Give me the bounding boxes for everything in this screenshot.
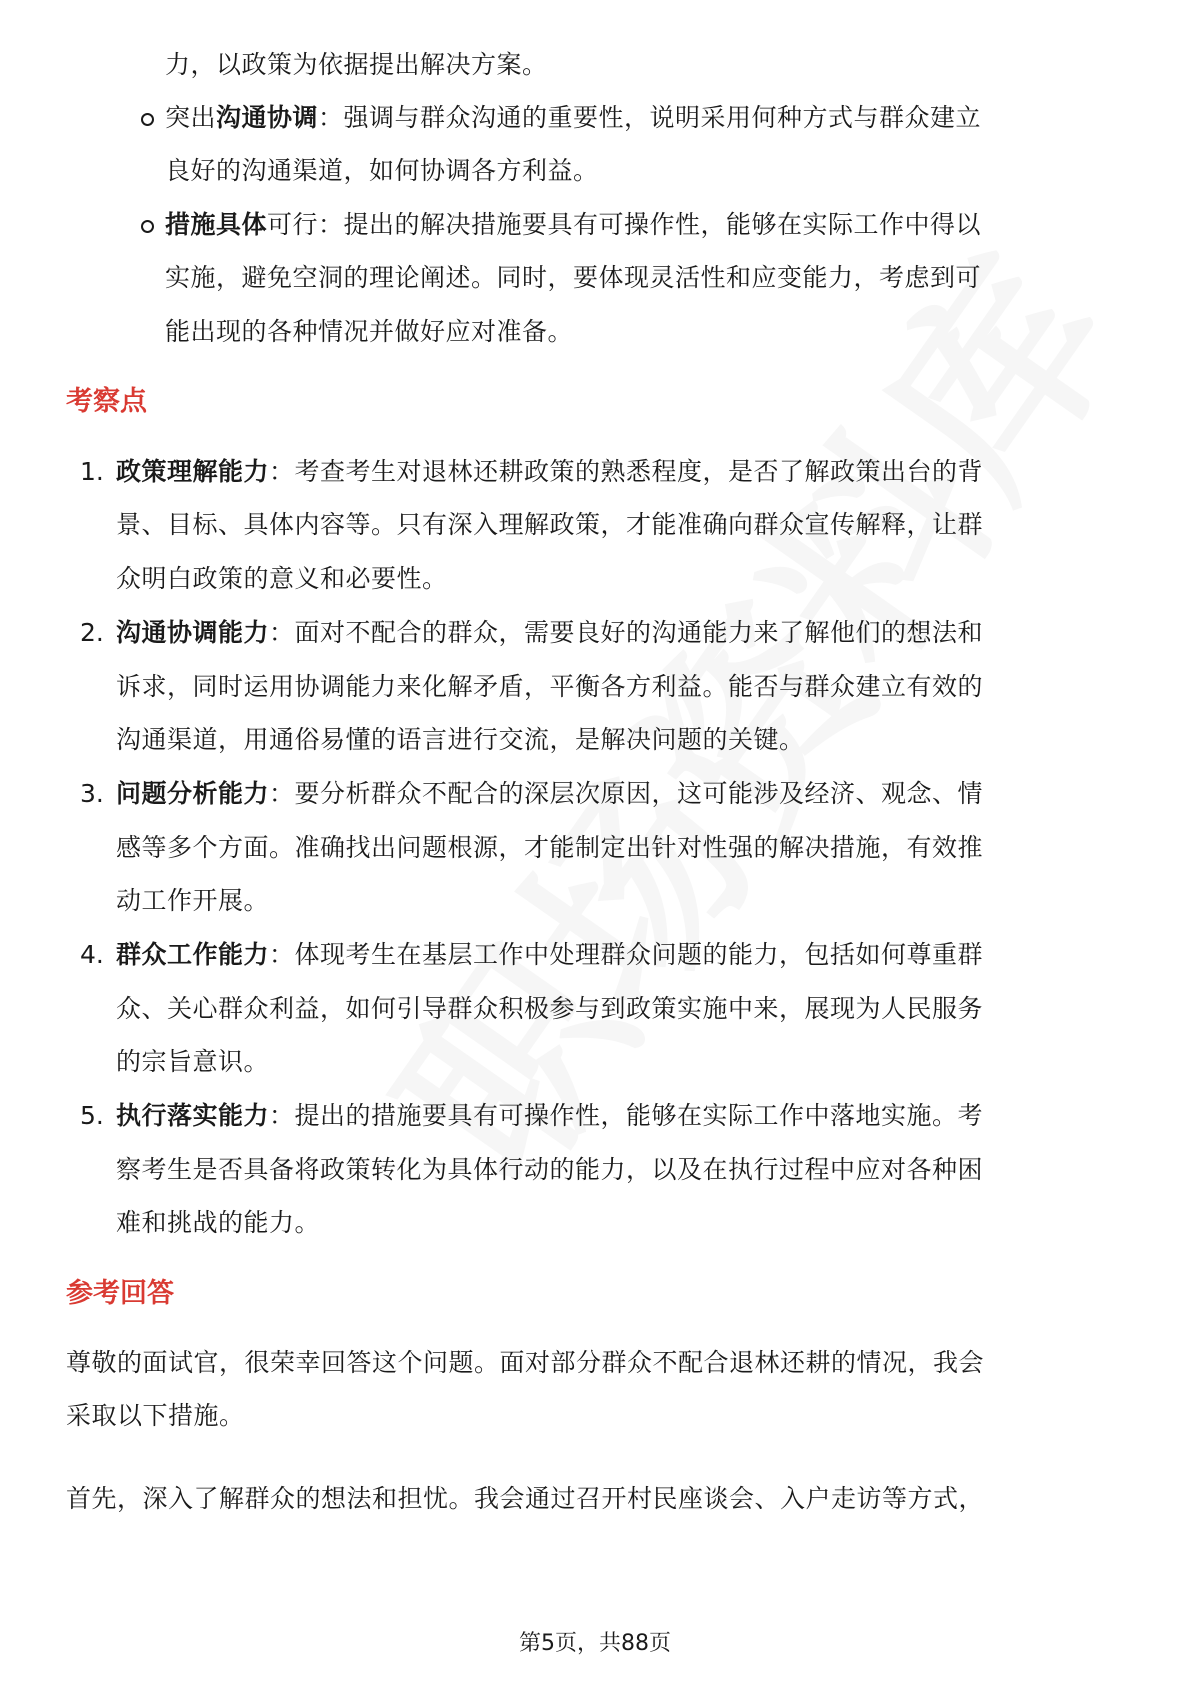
list-text: ：提出的措施要具有可操作性，能够在实际工作中落地实施。考: [269, 1101, 984, 1130]
list-item-line3: 动工作开展。: [116, 886, 270, 915]
intro-line: 力，以政策为依据提出解决方案。: [165, 50, 548, 79]
answer-paragraph-line: 首先，深入了解群众的想法和担忧。我会通过召开村民座谈会、入户走访等方式，: [66, 1484, 985, 1513]
section-heading-reference-answer: 参考回答: [66, 1278, 174, 1309]
list-number: 3.: [80, 779, 104, 808]
list-item-line2: 景、目标、具体内容等。只有深入理解政策，才能准确向群众宣传解释，让群: [116, 510, 984, 539]
list-item-line3: 沟通渠道，用通俗易懂的语言进行交流，是解决问题的关键。: [116, 725, 805, 754]
bullet-item-communication-line2: 良好的沟通渠道，如何协调各方利益。: [165, 156, 599, 185]
list-text: ：体现考生在基层工作中处理群众问题的能力，包括如何尊重群: [269, 940, 984, 969]
list-item: [116, 938, 983, 972]
bullet-text: 可行：提出的解决措施要具有可操作性，能够在实际工作中得以: [267, 210, 982, 239]
bullet-prefix: 突出: [165, 103, 217, 132]
bullet-item-measures-line3: 能出现的各种情况并做好应对准备。: [165, 317, 574, 346]
page-number-footer: 第5页，共88页: [519, 1631, 671, 1656]
answer-paragraph-line: 尊敬的面试官，很荣幸回答这个问题。面对部分群众不配合退林还耕的情况，我会: [66, 1348, 985, 1377]
bullet-item-communication: [165, 101, 981, 135]
list-item-line2: 诉求，同时运用协调能力来化解矛盾，平衡各方利益。能否与群众建立有效的: [116, 672, 984, 701]
watermark: [320, 194, 1170, 1227]
bullet-item-measures: [165, 208, 981, 242]
section-heading-assessment: 考察点: [66, 386, 147, 417]
list-item: [116, 777, 983, 811]
list-item: [116, 1099, 983, 1133]
list-keyword: 执行落: [116, 1101, 193, 1130]
list-keyword: 问题分析能力: [116, 779, 270, 808]
list-keyword: 群众: [116, 940, 168, 969]
answer-paragraph-line: 采取以下措施。: [66, 1401, 245, 1430]
list-text: ：要分析群众不配合的深层次原因，这可能涉及经济、观念、情: [269, 779, 984, 808]
list-text: ：考查考生对退林还耕政策的熟悉程度，是否了解政策出台的背: [269, 457, 984, 486]
list-item-line3: 众明白政策的意义和必要性。: [116, 564, 448, 593]
list-item-line2: 察考生是否具备将政策转化为具体行动的能力，以及在执行过程中应对各种困: [116, 1155, 984, 1184]
bullet-text: ：强调与群众沟通的重要性，说明采用何种方式与群众建立: [318, 103, 982, 132]
bullet-item-measures-line2: 实施，避免空洞的理论阐述。同时，要体现灵活性和应变能力，考虑到可: [165, 263, 982, 292]
list-item-line3: 难和挑战的能力。: [116, 1208, 321, 1237]
list-number: 2.: [80, 618, 104, 647]
list-keyword: 沟通协调能力: [116, 618, 270, 647]
bullet-keyword: 措施具体: [165, 210, 268, 239]
list-item-line2: 众、关心群众利益，如何引导群众积极参与到政策实施中来，展现为人民服务: [116, 994, 984, 1023]
bullet-keyword: 沟通协调: [216, 103, 319, 132]
list-keyword-tail: 工作能力: [167, 940, 270, 969]
list-keyword: 政策理解能力: [116, 457, 270, 486]
list-keyword-tail: 实能力: [192, 1101, 270, 1130]
list-item-line2: 感等多个方面。准确找出问题根源，才能制定出针对性强的解决措施，有效推: [116, 833, 984, 862]
bullet-icon: [141, 220, 154, 233]
list-number: 5.: [80, 1101, 104, 1130]
bullet-icon: [141, 113, 154, 126]
list-text: ：面对不配合的群众，需要良好的沟通能力来了解他们的想法和: [269, 618, 984, 647]
list-item: [116, 455, 983, 489]
list-number: 1.: [80, 457, 104, 486]
list-number: 4.: [80, 940, 104, 969]
list-item: [116, 616, 983, 650]
list-item-line3: 的宗旨意识。: [116, 1047, 270, 1076]
